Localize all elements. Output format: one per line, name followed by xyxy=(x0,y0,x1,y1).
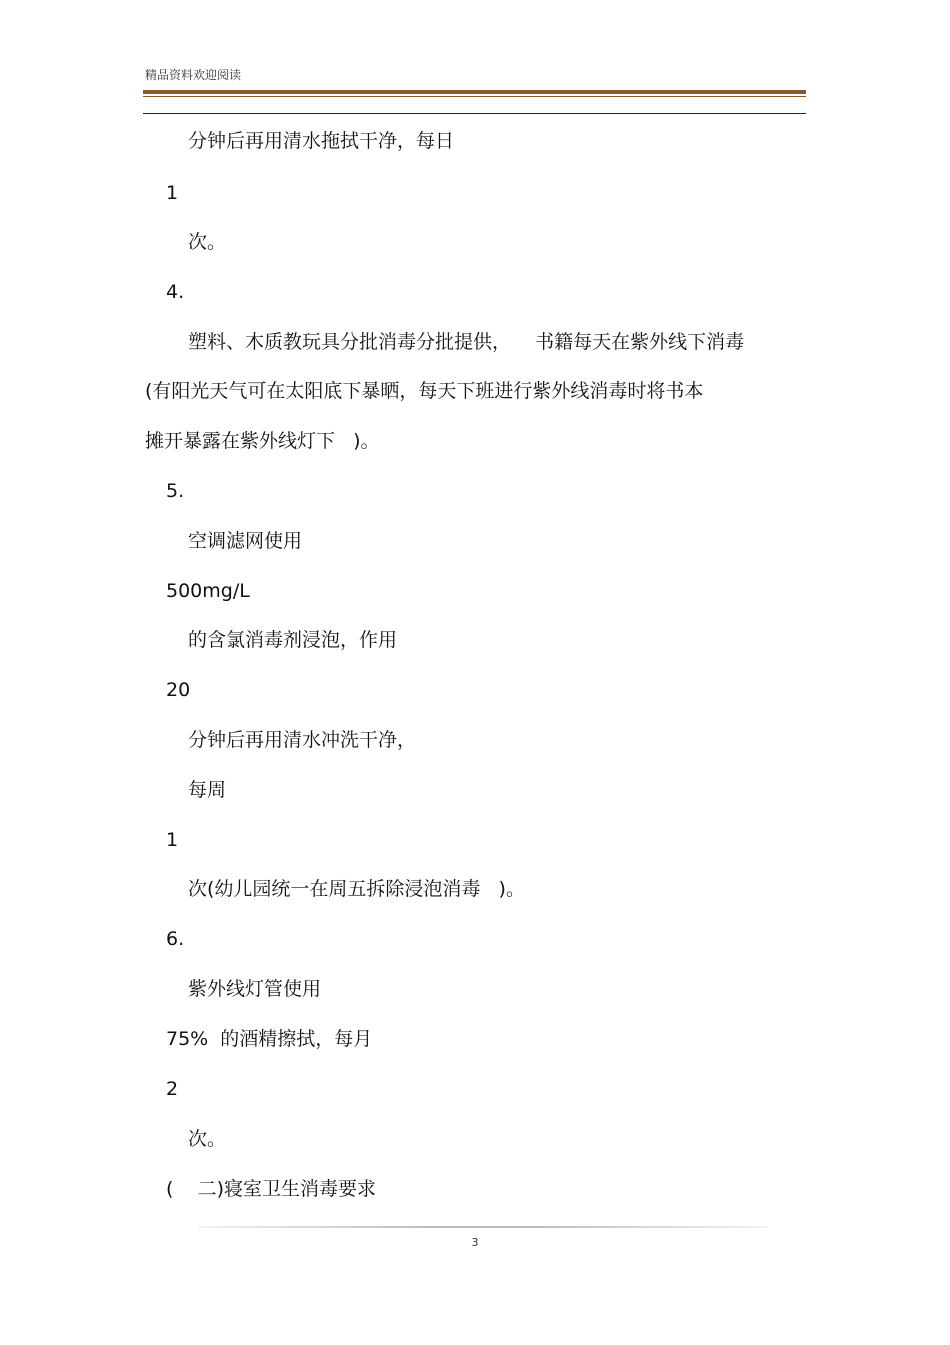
text-line: 1 xyxy=(166,829,179,851)
header-title: 精品资料欢迎阅读 xyxy=(145,68,242,82)
text-line: 次。 xyxy=(188,1128,227,1150)
text-line: (有阳光天气可在太阳底下暴晒，每天下班进行紫外线消毒时将书本 xyxy=(145,380,704,402)
text-line: 1 xyxy=(166,182,179,204)
text-line: 每周 xyxy=(188,779,227,801)
text-line: 的含氯消毒剂浸泡，作用 xyxy=(188,629,398,651)
text-line: 6. xyxy=(166,928,185,950)
text-line: 4. xyxy=(166,281,185,303)
text-line: 分钟后再用清水冲洗干净， xyxy=(188,729,417,751)
text-line: 摊开暴露在紫外线灯下 )。 xyxy=(145,430,380,452)
text-line: 2 xyxy=(166,1078,179,1100)
text-line: 次(幼儿园统一在周五拆除浸泡消毒 )。 xyxy=(188,878,525,900)
text-line: 空调滤网使用 xyxy=(188,530,303,552)
text-line: 20 xyxy=(166,679,191,701)
text-line: 次。 xyxy=(188,231,227,253)
text-line: ( 二)寝室卫生消毒要求 xyxy=(166,1178,376,1200)
text-line: 紫外线灯管使用 xyxy=(188,978,322,1000)
footer-rule xyxy=(198,1226,768,1228)
header-rule-black xyxy=(143,113,806,114)
text-line: 75% 的酒精擦拭，每月 xyxy=(166,1028,373,1050)
text-line: 塑料、木质教玩具分批消毒分批提供， 书籍每天在紫外线下消毒 xyxy=(188,331,745,353)
page-number: 3 xyxy=(471,1236,479,1249)
header-rule-thin xyxy=(143,96,806,97)
text-line: 500mg/L xyxy=(166,580,250,602)
text-line: 分钟后再用清水拖拭干净，每日 xyxy=(188,130,455,152)
header-rule-thick xyxy=(143,90,806,94)
text-line: 5. xyxy=(166,480,185,502)
